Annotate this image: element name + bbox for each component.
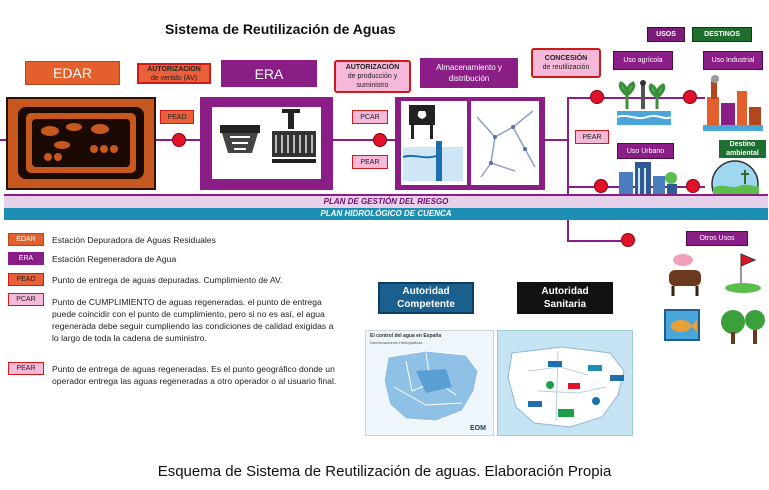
industrial-icon [703, 73, 763, 131]
legend-tag-era: ERA [8, 252, 44, 265]
uso-industrial-label: Uso Industrial [703, 51, 763, 70]
auth-vertido-title: AUTORIZACION [147, 65, 201, 73]
cow-icon [669, 270, 701, 286]
era-plant-image [200, 97, 333, 190]
concesion-box [531, 48, 601, 78]
spain-map-sanitary-icon [498, 331, 634, 437]
edar-label-box: EDAR [25, 61, 120, 85]
plan-gestion-riesgo: PLAN DE GESTIÓN DEL RIESGO [4, 194, 768, 208]
pig-icon [673, 254, 693, 266]
edar-plant-icon [8, 99, 154, 188]
dot-industrial [683, 90, 697, 104]
storage-network-icon [395, 97, 545, 190]
dot-agricola [590, 90, 604, 104]
concesion-title: CONCESIÓN [544, 55, 588, 62]
storage-distribution-image [395, 97, 545, 190]
uso-agricola-label: Uso agrícola [613, 51, 673, 70]
map-title: El control del agua en España [370, 333, 442, 339]
pead-point: PEAD [160, 110, 194, 124]
pcar-point: PCAR [352, 110, 388, 124]
autoridad-sanitaria-line2: Sanitaria [543, 299, 587, 310]
auth-produccion-title: AUTORIZACIÓN [345, 64, 400, 71]
concesion-sub: de reutilización [542, 64, 590, 71]
pead-dot [172, 133, 186, 147]
map-subtitle: Demarcaciones Hidrográficas [370, 340, 423, 345]
autoridad-competente-box [378, 282, 474, 314]
auth-produccion-sub: de producción y suministro [347, 73, 398, 89]
otros-usos-icons [663, 250, 767, 346]
map-logo: EOM [470, 425, 486, 432]
golf-flag-icon [741, 254, 755, 286]
legend-tag-pear: PEAR [8, 362, 44, 375]
almacenamiento-box: Almacenamiento y distribución [420, 58, 518, 88]
flow-line-storage-out [545, 139, 569, 141]
legend-text-era: Estación Regeneradora de Agua [52, 254, 177, 264]
legend-text-pcar: Punto de CUMPLIMIENTO de aguas regeneradas. el punto de entrega puede coincidir con el punto de cumplimiento, pero si no es así, el agua regenerada debe seguir cumpliendo las condiciones de calidad exigidas a lo largo de toda la cadena de suministro. [52, 297, 334, 343]
destino-ambiental-line1: Destino [729, 141, 756, 148]
pear-point-mid: PEAR [352, 155, 388, 169]
diagram-title: Sistema de Reutilización de Aguas [165, 21, 396, 37]
legend-text-pead: Punto de entrega de aguas depuradas. Cumplimiento de AV. [52, 275, 283, 285]
auth-vertido-box [137, 63, 211, 84]
destinos-tag: DESTINOS [692, 27, 752, 42]
dot-otros [621, 233, 635, 247]
legend-tag-pcar: PCAR [8, 293, 44, 306]
edar-plant-image [6, 97, 156, 190]
figure-caption: Esquema de Sistema de Reutilización de aguas. Elaboración Propia [157, 463, 612, 480]
legend-tag-pead: PEAD [8, 273, 44, 286]
spain-map-blue-icon [366, 331, 495, 437]
destino-ambiental-line2: ambiental [726, 150, 759, 157]
sanitary-map [497, 330, 633, 436]
autoridad-competente-line1: Autoridad [402, 286, 450, 297]
auth-vertido-sub: de vertido (AV) [150, 74, 198, 82]
dot-urbano [594, 179, 608, 193]
era-plant-icon [200, 97, 333, 190]
legend-text-edar: Estación Depuradora de Aguas Residuales [52, 235, 216, 245]
autoridad-competente-line2: Competente [397, 299, 455, 310]
era-label-box: ERA [221, 60, 317, 87]
destino-ambiental-label [719, 140, 766, 158]
uso-urbano-label: Uso Urbano [617, 143, 674, 159]
branch-otros [567, 240, 627, 242]
legend-tag-edar: EDAR [8, 233, 44, 246]
plan-hidrologico-cuenca: PLAN HIDROLÓGICO DE CUENCA [4, 208, 768, 220]
agricola-icon [613, 73, 675, 128]
pear-point: PEAR [575, 130, 609, 144]
legend-text-pear: Punto de entrega de aguas regeneradas. Es el punto geográfico donde un operador entrega las aguas regeneradas a otro operador o al usuario final. [52, 364, 337, 386]
autoridad-sanitaria-box [517, 282, 613, 314]
dot-ambiental [686, 179, 700, 193]
hydrographic-map [365, 330, 494, 436]
trees-icon [721, 310, 745, 334]
auth-produccion-box [334, 60, 411, 93]
usos-tag: USOS [647, 27, 685, 42]
autoridad-sanitaria-line1: Autoridad [541, 286, 589, 297]
otros-usos-label: Otros Usos [686, 231, 748, 246]
pcar-dot [373, 133, 387, 147]
